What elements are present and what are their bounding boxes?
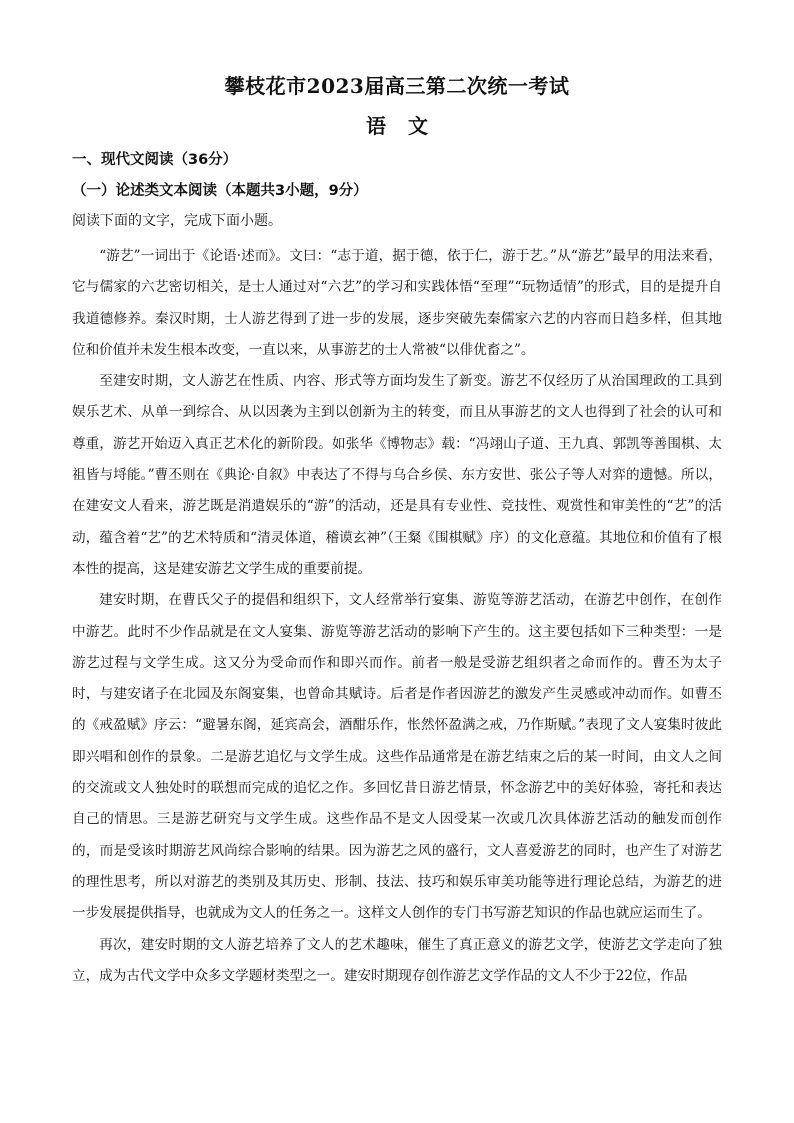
subject-char-2: 文	[408, 114, 428, 138]
passage-paragraph-1: “游艺”一词出于《论语·述而》。文曰：“志于道，据于德，依于仁，游于艺。”从“游艺”最早的用法来看，它与儒家的六艺密切相关，是士人通过对“六艺”的学习和实践体悟“至理”“玩物适情”的形式，目的是提升自我道德修养。秦汉时期，士人游艺得到了进一步的发展，逐步突破先秦儒家六艺的内容而日趋多样，但其地位和价值并未发生根本改变，一直以来，从事游艺的士人常被“以俳优畜之”。	[72, 248, 722, 358]
passage-paragraph-2: 至建安时期，文人游艺在性质、内容、形式等方面均发生了新变。游艺不仅经历了从治国理政的工具到娱乐艺术、从单一到综合、从以因袭为主到以创新为主的转变，而且从事游艺的文人也得到了社会的认可和尊重，游艺开始迈入真正艺术化的新阶段。如张华《博物志》载：“冯翊山子道、王九真、郭凯等善围棋、太祖皆与埒能。”曹丕则在《典论·自叙》中表达了不得与乌合乡侯、东方安世、张公子等人对弈的遗憾。所以，在建安文人看来，游艺既是消遣娱乐的“游”的活动，还是具有专业性、竞技性、观赏性和审美性的“艺”的活动，蕴含着“艺”的艺术特质和“清灵体道，稽谟玄神”（王粲《围棋赋》序）的文化意蕴。其地位和价值有了根本性的提高，这是建安游艺文学生成的重要前提。	[72, 373, 722, 577]
exam-title: 攀枝花市2023届高三第二次统一考试	[224, 74, 570, 98]
subject-char-1: 语	[366, 114, 386, 138]
subject-heading	[0, 112, 794, 140]
passage-paragraph-4: 再次，建安时期的文人游艺培养了文人的艺术趣味，催生了真正意义的游艺文学，使游艺文学走向了独立，成为古代文学中众多文学题材类型之一。建安时期现存创作游艺文学作品的文人不少于22位，作品	[72, 936, 722, 984]
reading-instruction: 阅读下面的文字，完成下面小题。	[72, 213, 282, 229]
passage-paragraph-3: 建安时期，在曹氏父子的提倡和组织下，文人经常举行宴集、游览等游艺活动，在游艺中创作，在创作中游艺。此时不少作品就是在文人宴集、游览等游艺活动的影响下产生的。这主要包括如下三种类型：一是游艺过程与文学生成。这又分为受命而作和即兴而作。前者一般是受游艺组织者之命而作的。曹丕为太子时，与建安诸子在北园及东阁宴集，也曾命其赋诗。后者是作者因游艺的激发产生灵感或冲动而作。如曹丕的《戒盈赋》序云：“避暑东阁，延宾高会，酒酣乐作，怅然怀盈满之戒，乃作斯赋。”表现了文人宴集时彼此即兴唱和创作的景象。二是游艺追忆与文学生成。这些作品通常是在游艺结束之后的某一时间，由文人之间的交流或文人独处时的联想而完成的追忆之作。多回忆昔日游艺情景，怀念游艺中的美好体验，寄托和表达自己的情思。三是游艺研究与文学生成。这些作品不是文人因受某一次或几次具体游艺活动的触发而创作的，而是受该时期游艺风尚综合影响的结果。因为游艺之风的盛行，文人喜爱游艺的同时，也产生了对游艺的理性思考，所以对游艺的类别及其历史、形制、技法、技巧和娱乐审美功能等进行理论总结，为游艺的进一步发展提供指导，也就成为文人的任务之一。这样文人创作的专门书写游艺知识的作品也就应运而生了。	[72, 592, 722, 922]
reading-passage	[72, 241, 722, 992]
section-heading: 一、现代文阅读（36分）	[72, 152, 238, 168]
subsection-heading: （一）论述类文本阅读（本题共3小题，9分）	[72, 183, 368, 199]
